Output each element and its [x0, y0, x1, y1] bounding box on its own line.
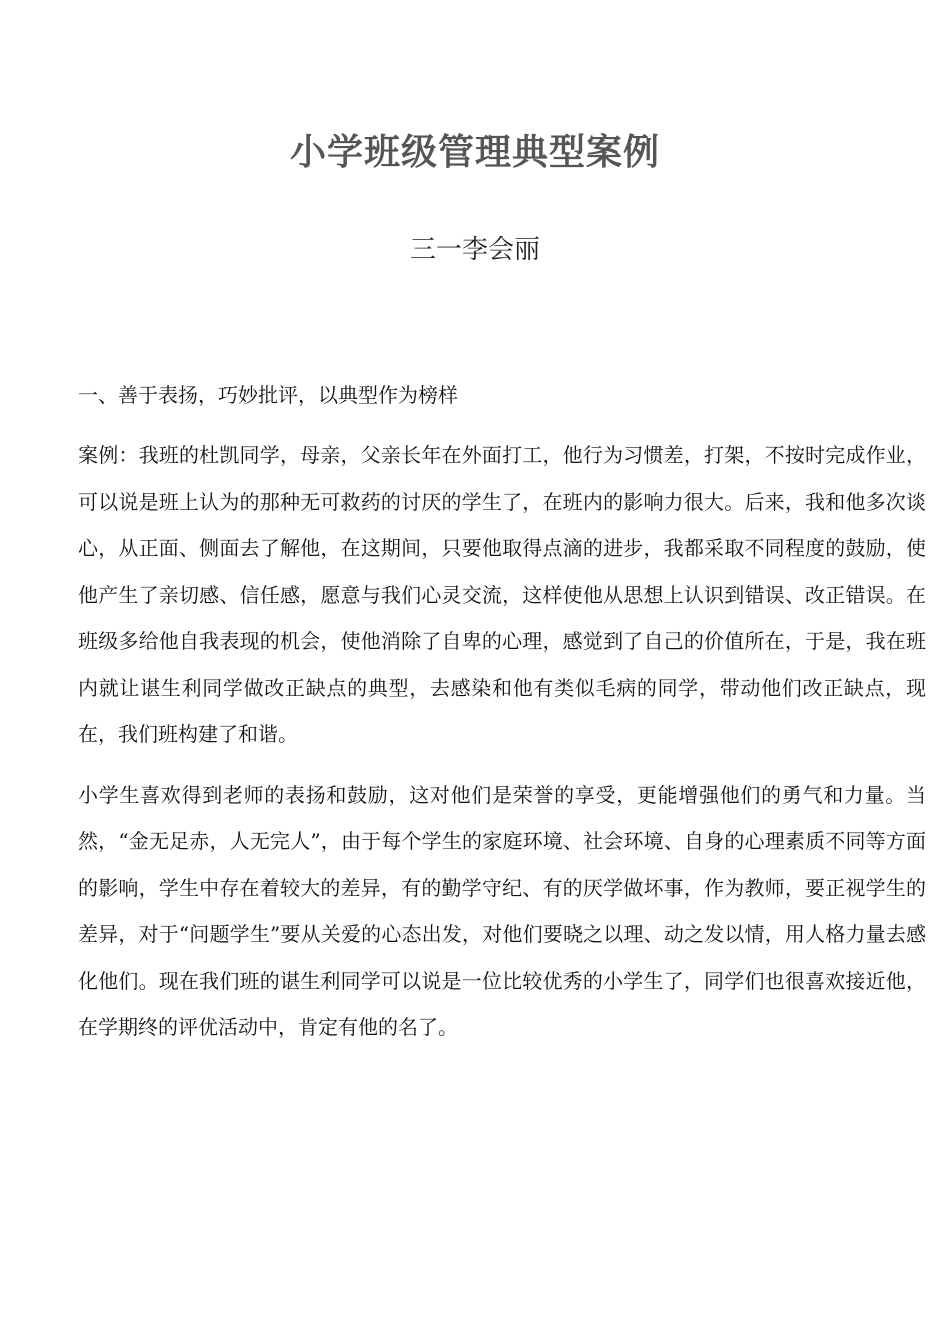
section-heading: 一、善于表扬，巧妙批评，以典型作为榜样 — [78, 383, 458, 407]
paragraph-discussion: 小学生喜欢得到老师的表扬和鼓励，这对他们是荣誉的享受，更能增强他们的勇气和力量。当然，“金无足赤，人无完人”，由于每个学生的家庭环境、社会环境、自身的心理素质不同等方面的影响，学生中存在着较大的差异，有的勤学守纪、有的厌学做坏事，作为教师，要正视学生的差异，对于“问题学生”要从关爱的心态出发，对他们要晓之以理、动之发以情，用人格力量去感化他们。现在我们班的谌生利同学可以说是一位比较优秀的小学生了，同学们也很喜欢接近他，在学期终的评优活动中，肯定有他的名了。 — [78, 782, 926, 1039]
document-author: 三一李会丽 — [409, 235, 540, 265]
document-title: 小学班级管理典型案例 — [289, 131, 660, 173]
paragraph-case: 案例：我班的杜凯同学，母亲，父亲长年在外面打工，他行为习惯差，打架，不按时完成作业，可以说是班上认为的那种无可救药的讨厌的学生了，在班内的影响力很大。后来，我和他多次谈心，从正面、侧面去了解他，在这期间，只要他取得点滴的进步，我都采取不同程度的鼓励，使他产生了亲切感、信任感，愿意与我们心灵交流，这样使他从思想上认识到错误、改正错误。在班级多给他自我表现的机会，使他消除了自卑的心理，感觉到了自己的价值所在，于是，我在班内就让谌生利同学做改正缺点的典型，去感染和他有类似毛病的同学，带动他们改正缺点，现在，我们班构建了和谐。 — [78, 443, 926, 746]
document-body — [78, 372, 926, 1065]
